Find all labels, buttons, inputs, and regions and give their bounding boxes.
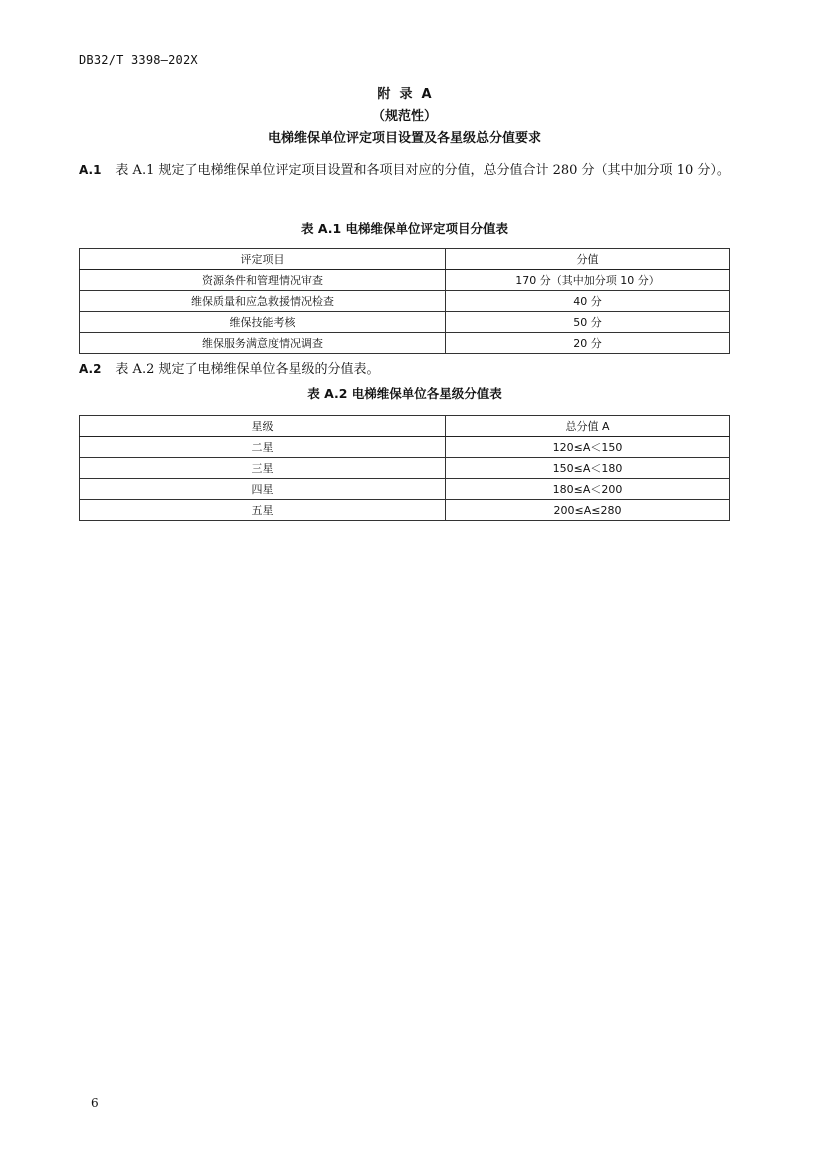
table-cell: 20 分 bbox=[446, 333, 730, 354]
annex-title: 附 录 A bbox=[377, 87, 432, 102]
clause-number: A.2 bbox=[79, 362, 102, 376]
table-cell: 五星 bbox=[80, 500, 446, 521]
table-a2 bbox=[79, 415, 730, 521]
table-cell: 170 分（其中加分项 10 分） bbox=[446, 270, 730, 291]
table-cell: 180≤A＜200 bbox=[446, 479, 730, 500]
table-cell: 资源条件和管理情况审查 bbox=[80, 270, 446, 291]
table-cell: 维保服务满意度情况调查 bbox=[80, 333, 446, 354]
table-row bbox=[80, 437, 730, 458]
table-header-cell: 总分值 A bbox=[446, 416, 730, 437]
clause-text: 表 A.1 规定了电梯维保单位评定项目设置和各项目对应的分值，总分值合计 280 分（其中加分项 10 分）。 bbox=[115, 163, 730, 178]
table-header-cell: 分值 bbox=[446, 249, 730, 270]
table-header-row bbox=[80, 416, 730, 437]
table-row bbox=[80, 270, 730, 291]
table-cell: 150≤A＜180 bbox=[446, 458, 730, 479]
table-cell: 120≤A＜150 bbox=[446, 437, 730, 458]
standard-code: DB32/T 3398—202X bbox=[79, 53, 198, 67]
table-row bbox=[80, 291, 730, 312]
table-a2-caption: 表 A.2 电梯维保单位各星级分值表 bbox=[307, 386, 502, 401]
clause-text: 表 A.2 规定了电梯维保单位各星级的分值表。 bbox=[115, 362, 380, 377]
clause-a1 bbox=[79, 158, 730, 183]
table-row bbox=[80, 479, 730, 500]
table-row bbox=[80, 500, 730, 521]
page-number: 6 bbox=[91, 1096, 99, 1110]
table-row bbox=[80, 333, 730, 354]
table-header-cell: 星级 bbox=[80, 416, 446, 437]
table-cell: 40 分 bbox=[446, 291, 730, 312]
table-cell: 二星 bbox=[80, 437, 446, 458]
clause-number: A.1 bbox=[79, 163, 102, 177]
table-header-cell: 评定项目 bbox=[80, 249, 446, 270]
table-cell: 四星 bbox=[80, 479, 446, 500]
table-cell: 维保技能考核 bbox=[80, 312, 446, 333]
table-cell: 维保质量和应急救援情况检查 bbox=[80, 291, 446, 312]
table-cell: 200≤A≤280 bbox=[446, 500, 730, 521]
table-row bbox=[80, 312, 730, 333]
table-a1 bbox=[79, 248, 730, 354]
table-a1-caption: 表 A.1 电梯维保单位评定项目分值表 bbox=[300, 221, 509, 236]
table-header-row bbox=[80, 249, 730, 270]
table-cell: 三星 bbox=[80, 458, 446, 479]
table-row bbox=[80, 458, 730, 479]
table-cell: 50 分 bbox=[446, 312, 730, 333]
annex-heading: 电梯维保单位评定项目设置及各星级总分值要求 bbox=[267, 131, 541, 146]
clause-a2 bbox=[79, 357, 730, 382]
annex-type: （规范性） bbox=[371, 109, 437, 124]
